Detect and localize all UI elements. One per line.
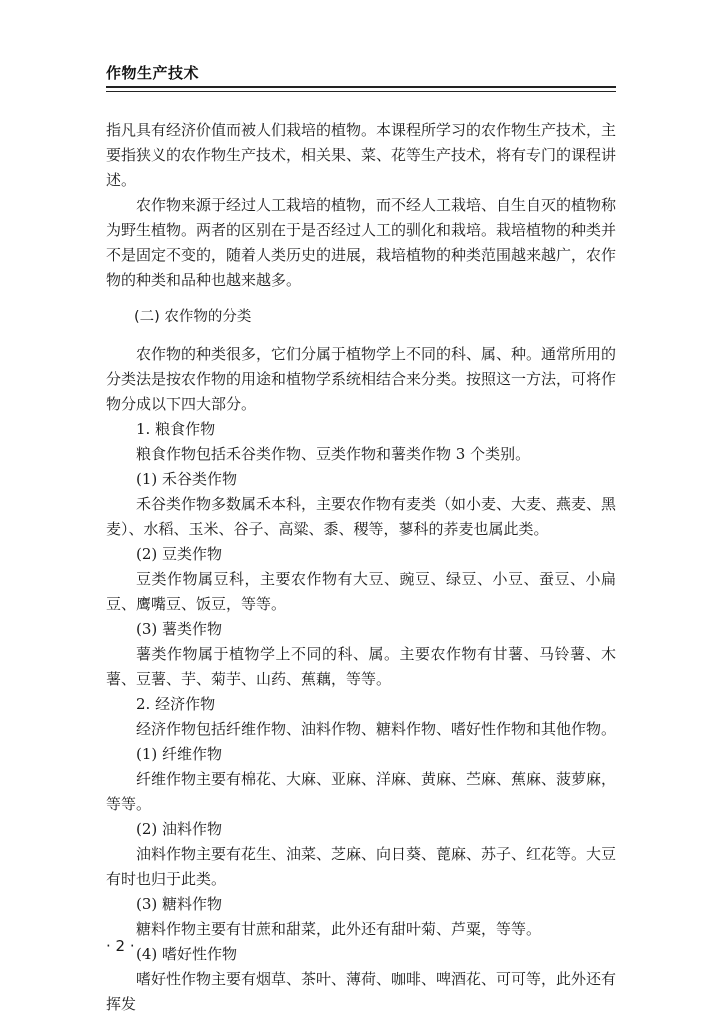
paragraph-fiber-crops: 纤维作物主要有棉花、大麻、亚麻、洋麻、黄麻、苎麻、蕉麻、菠萝麻，等等。 [106, 770, 617, 813]
paragraph-legume-crops: 豆类作物属豆科，主要农作物有大豆、豌豆、绿豆、小豆、蚕豆、小扁豆、鹰嘴豆、饭豆，等等。 [106, 570, 616, 613]
subheading-stimulant-crops: (4) 嗜好性作物 [136, 945, 238, 963]
paragraph-crop-origin: 农作物来源于经过人工栽培的植物，而不经人工栽培、自生自灭的植物称为野生植物。两者的区别在于是否经过人工的驯化和栽培。栽培植物的种类并不是固定不变的，随着人类历史的进展，栽培植物的种类范围越来越广，农作物的种类和品种也越来越多。 [106, 196, 617, 289]
paragraph-cereal-crops: 禾谷类作物多数属禾本科，主要农作物有麦类（如小麦、大麦、燕麦、黑麦）、水稻、玉米、谷子、高粱、黍、稷等，蓼科的荞麦也属此类。 [106, 495, 617, 538]
subheading-cereal-crops: (1) 禾谷类作物 [136, 470, 238, 488]
page-number: · 2 · [106, 937, 135, 955]
paragraph-continued: 指凡具有经济价值而被人们栽培的植物。本课程所学习的农作物生产技术，主要指狭义的农作物生产技术，相关果、菜、花等生产技术，将有专门的课程讲述。 [106, 121, 617, 189]
paragraph-economic-intro: 经济作物包括纤维作物、油料作物、糖料作物、嗜好性作物和其他作物。 [136, 720, 617, 738]
subheading-legume-crops: (2) 豆类作物 [136, 545, 223, 563]
paragraph-oil-crops: 油料作物主要有花生、油菜、芝麻、向日葵、蓖麻、苏子、红花等。大豆有时也归于此类。 [106, 845, 617, 888]
subheading-oil-crops: (2) 油料作物 [136, 820, 223, 838]
paragraph-tuber-crops: 薯类作物属于植物学上不同的科、属。主要农作物有甘薯、马铃薯、木薯、豆薯、芋、菊芋、山药、蕉藕，等等。 [106, 645, 616, 688]
paragraph-grain-intro: 粮食作物包括禾谷类作物、豆类作物和薯类作物 3 个类别。 [136, 445, 531, 463]
page-body [106, 118, 616, 1017]
section-heading-classification: (二) 农作物的分类 [134, 309, 252, 325]
paragraph-classification-intro: 农作物的种类很多，它们分属于植物学上不同的科、属、种。通常所用的分类法是按农作物的用途和植物学系统相结合来分类。按照这一方法，可将作物分成以下四大部分。 [106, 345, 617, 413]
header-rule-thin [106, 91, 616, 92]
running-header-title: 作物生产技术 [106, 64, 200, 82]
subheading-tuber-crops: (3) 薯类作物 [136, 620, 223, 638]
subheading-fiber-crops: (1) 纤维作物 [136, 745, 223, 763]
header-rule-thick [106, 86, 616, 88]
paragraph-sugar-crops: 糖料作物主要有甘蔗和甜菜，此外还有甜叶菊、芦粟，等等。 [136, 920, 542, 938]
paragraph-stimulant-crops: 嗜好性作物主要有烟草、茶叶、薄荷、咖啡、啤酒花、可可等，此外还有挥发 [106, 970, 617, 1013]
subheading-sugar-crops: (3) 糖料作物 [136, 895, 223, 913]
subheading-grain-crops: 1. 粮食作物 [136, 420, 216, 438]
subheading-economic-crops: 2. 经济作物 [136, 695, 216, 713]
